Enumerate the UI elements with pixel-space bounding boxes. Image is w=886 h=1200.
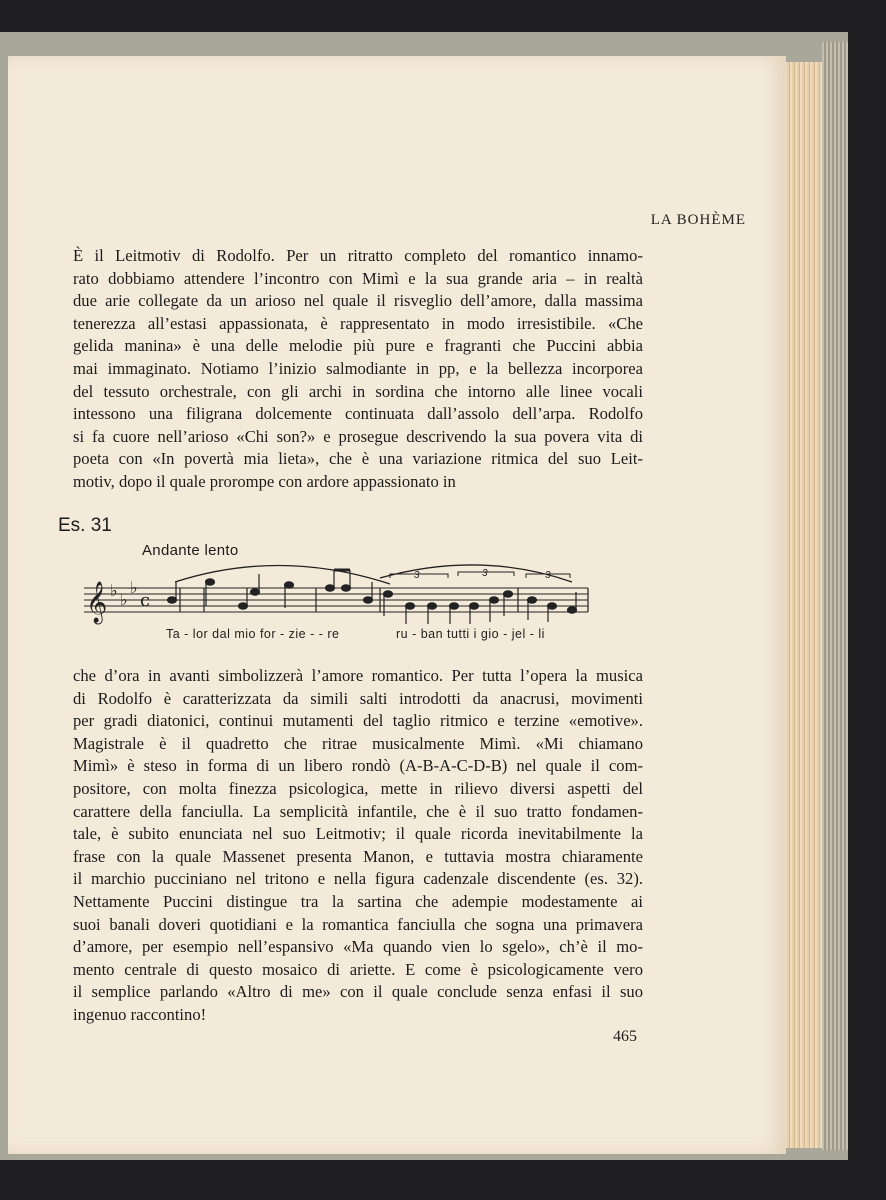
svg-text:3: 3 <box>545 570 551 581</box>
text-line: che d’ora in avanti simbolizzerà l’amore romantico. Per tutta l’opera la musica <box>73 666 643 685</box>
cover-edge <box>822 42 848 1150</box>
paragraph-1 <box>73 245 643 494</box>
text-line: mai immaginato. Notiamo l’inizio salmodiante in pp, e la bellezza incorporea <box>73 358 643 378</box>
text-line: Nettamente Puccini distingue tra la sartina che adempie modestamente ai <box>73 891 643 911</box>
text-line: suoi banali doveri quotidiani e la romantica fanciulla che sogna una primavera <box>73 914 643 934</box>
text-line: due arie collegate da un arioso nel quale il risveglio dell’amore, dalla massima <box>73 291 643 311</box>
svg-text:3: 3 <box>482 568 488 579</box>
text-line: per gradi diatonici, continui mutamenti del taglio ritmico e terzine «emotive». <box>73 711 643 731</box>
text-line: si fa cuore nell’arioso «Chi son?» e prosegue descrivendo la sua povera vita di <box>73 426 643 446</box>
text-line: mento centrale di questo mosaico di ariette. E come è psicologicamente vero <box>73 959 643 979</box>
lyrics-line-2: ru - ban tutti i gio - jel - li <box>396 627 545 641</box>
text-line: tenerezza all’estasi appassionata, è rappresentato in modo irresistibile. «Che <box>73 313 643 333</box>
key-signature <box>110 578 138 609</box>
tempo-marking: Andante lento <box>142 542 239 559</box>
time-signature: c <box>140 590 151 611</box>
text-line: poeta con «In povertà mia lieta», che è una variazione ritmica del suo Leit- <box>73 449 643 469</box>
text-line: frase con la quale Massenet presenta Manon, e tuttavia mostra chiaramente <box>73 846 643 866</box>
treble-clef-icon: 𝄞 <box>86 582 108 623</box>
svg-text:♭: ♭ <box>110 581 118 600</box>
svg-text:3: 3 <box>414 570 420 581</box>
text-line: il marchio pucciniano nel tritono e nella figura cadenzale discendente (es. 32). <box>73 869 643 889</box>
text-line: gelida manina» è una delle melodie più pure e fragranti che Puccini abbia <box>73 336 643 356</box>
text-line: del tessuto orchestrale, con gli archi in sordina che intorno alle linee vocali <box>73 381 643 401</box>
lyrics-line-1: Ta - lor dal mio for - zie - - re <box>166 627 340 641</box>
running-head: LA BOHÈME <box>650 212 746 228</box>
text-line: È il Leitmotiv di Rodolfo. Per un ritratto completo del romantico innamo- <box>73 246 643 265</box>
svg-text:♭: ♭ <box>130 578 138 597</box>
text-line: Magistrale è il quadretto che ritrae musicalmente Mimì. «Mi chiamano <box>73 733 643 753</box>
page-number: 465 <box>613 1028 637 1045</box>
text-line: Mimì» è steso in forma di un libero rondò (A-B-A-C-D-B) nel quale il com- <box>73 756 643 776</box>
text-line: ingenuo raccontino! <box>73 1004 207 1024</box>
page-edges <box>782 62 822 1148</box>
text-line: di Rodolfo è caratterizzata da simili salti introdotti da anacrusi, movimenti <box>73 688 643 708</box>
text-line: carattere della fanciulla. La semplicità infantile, che è il suo tratto fondamen- <box>73 801 643 821</box>
text-line: intessono una filigrana dolcemente continuata dall’assolo dell’arpa. Rodolfo <box>73 404 643 424</box>
music-example <box>80 558 600 638</box>
text-line: rato dobbiamo attendere l’incontro con Mimì e la sua grande aria – in realtà <box>73 268 643 288</box>
text-line: d’amore, per esempio nell’espansivo «Ma quando vien lo sgelo», ch’è il mo- <box>73 937 643 957</box>
text-line: positore, con molta finezza psicologica, mette in rilievo diversi aspetti del <box>73 778 643 798</box>
svg-text:♭: ♭ <box>120 590 128 609</box>
staff <box>84 588 588 612</box>
paragraph-2 <box>73 665 643 1027</box>
text-line: il semplice parlando «Altro di me» con il quale conclude senza enfasi il suo <box>73 982 643 1002</box>
text-line: motiv, dopo il quale prorompe con ardore appassionato in <box>73 471 456 491</box>
example-label: Es. 31 <box>58 515 112 536</box>
text-line: tale, è subito enunciata nel suo Leitmotiv; il quale ricorda inevitabilmente la <box>73 824 643 844</box>
